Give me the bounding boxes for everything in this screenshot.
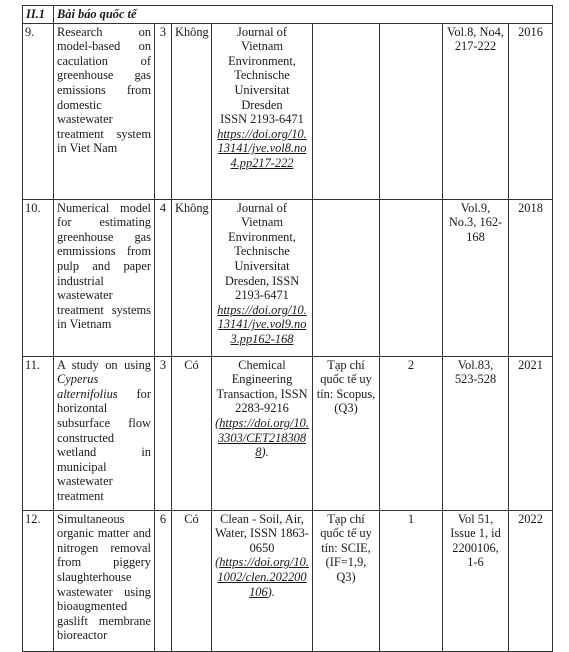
section-header-row	[23, 6, 553, 24]
citation-count: 2	[380, 356, 443, 510]
journal-cell	[212, 199, 313, 356]
paper-title-end: for horizontal subsurface flow constructed wetland in municipal wastewater treatment	[57, 386, 151, 503]
row-number: 10.	[23, 199, 54, 356]
citation-count	[380, 23, 443, 199]
index-cell: Tạp chí quốc tế uy tín: Scopus, (Q3)	[313, 356, 380, 510]
doi-link[interactable]: https://doi.org/10.1002/clen.202200106	[217, 555, 309, 599]
volume-pages: Vol.83, 523-528	[443, 356, 509, 510]
paper-title: Research on model-based on caculation of greenhouse gas emissions from domestic wastewater treatment system in Viet Nam	[54, 23, 155, 199]
paper-title: Simultaneous organic matter and nitrogen removal from piggery slaughterhouse wastewater using bioaugmented gaslift membrane bioreactor	[54, 510, 155, 651]
doi-link[interactable]: https://doi.org/10.3303/CET2183088	[217, 415, 309, 460]
doi-link[interactable]: https://doi.org/10.13141/jve.vol8.no4.pp217-222	[217, 126, 307, 170]
journal-name: Clean - Soil, Air, Water, ISSN 1863-0650	[215, 511, 309, 555]
year: 2022	[509, 510, 553, 651]
doi-close: ).	[267, 584, 275, 599]
row-number: 11.	[23, 356, 54, 510]
row-number: 12.	[23, 510, 54, 651]
author-count: 4	[155, 199, 172, 356]
journal-name: Journal of Vietnam Environment, Technische Universitat Dresden, ISSN 2193-6471	[224, 200, 300, 303]
main-author: Không	[172, 23, 212, 199]
section-title: Bài báo quốc tế	[54, 6, 553, 24]
volume-pages: Vol.9, No.3, 162-168	[443, 199, 509, 356]
index-cell: Tạp chí quốc tế uy tín: SCIE, (IF=1,9, Q3)	[313, 510, 380, 651]
year: 2018	[509, 199, 553, 356]
journal-cell	[212, 23, 313, 199]
author-count: 3	[155, 356, 172, 510]
year: 2016	[509, 23, 553, 199]
table-row	[23, 510, 553, 651]
author-count: 6	[155, 510, 172, 651]
doi-open-paren: (	[215, 555, 220, 570]
doi-link[interactable]: https://doi.org/10.13141/jve.vol9.no3.pp162-168	[217, 302, 307, 346]
citation-count: 1	[380, 510, 443, 651]
journal-name: Journal of Vietnam Environment, Technische Universitat Dresden	[228, 24, 296, 112]
index-cell	[313, 199, 380, 356]
table-row	[23, 23, 553, 199]
publications-table	[22, 5, 553, 652]
doi-close: ).	[261, 445, 269, 460]
doi-open-paren: (	[215, 415, 220, 430]
main-author: Không	[172, 199, 212, 356]
journal-name: Chemical Engineering Transaction, ISSN 2283-9216	[216, 357, 308, 416]
table-row	[23, 356, 553, 510]
journal-cell	[212, 510, 313, 651]
section-code: II.1	[23, 6, 54, 24]
main-author: Có	[172, 356, 212, 510]
citation-count	[380, 199, 443, 356]
volume-pages: Vol 51, Issue 1, id 2200106, 1-6	[443, 510, 509, 651]
volume-pages: Vol.8, No4, 217-222	[443, 23, 509, 199]
year: 2021	[509, 356, 553, 510]
species-name: Cyperus alternifolius	[57, 372, 118, 401]
journal-issn: ISSN 2193-6471	[220, 112, 304, 127]
main-author: Có	[172, 510, 212, 651]
row-number: 9.	[23, 23, 54, 199]
paper-title-start: A study on using	[57, 357, 151, 372]
author-count: 3	[155, 23, 172, 199]
journal-cell	[212, 356, 313, 510]
paper-title	[54, 356, 155, 510]
index-cell	[313, 23, 380, 199]
paper-title: Numerical model for estimating greenhouse gas emmissions from pulp and paper industrial wastewater treatment systems in Vietnam	[54, 199, 155, 356]
table-row	[23, 199, 553, 356]
